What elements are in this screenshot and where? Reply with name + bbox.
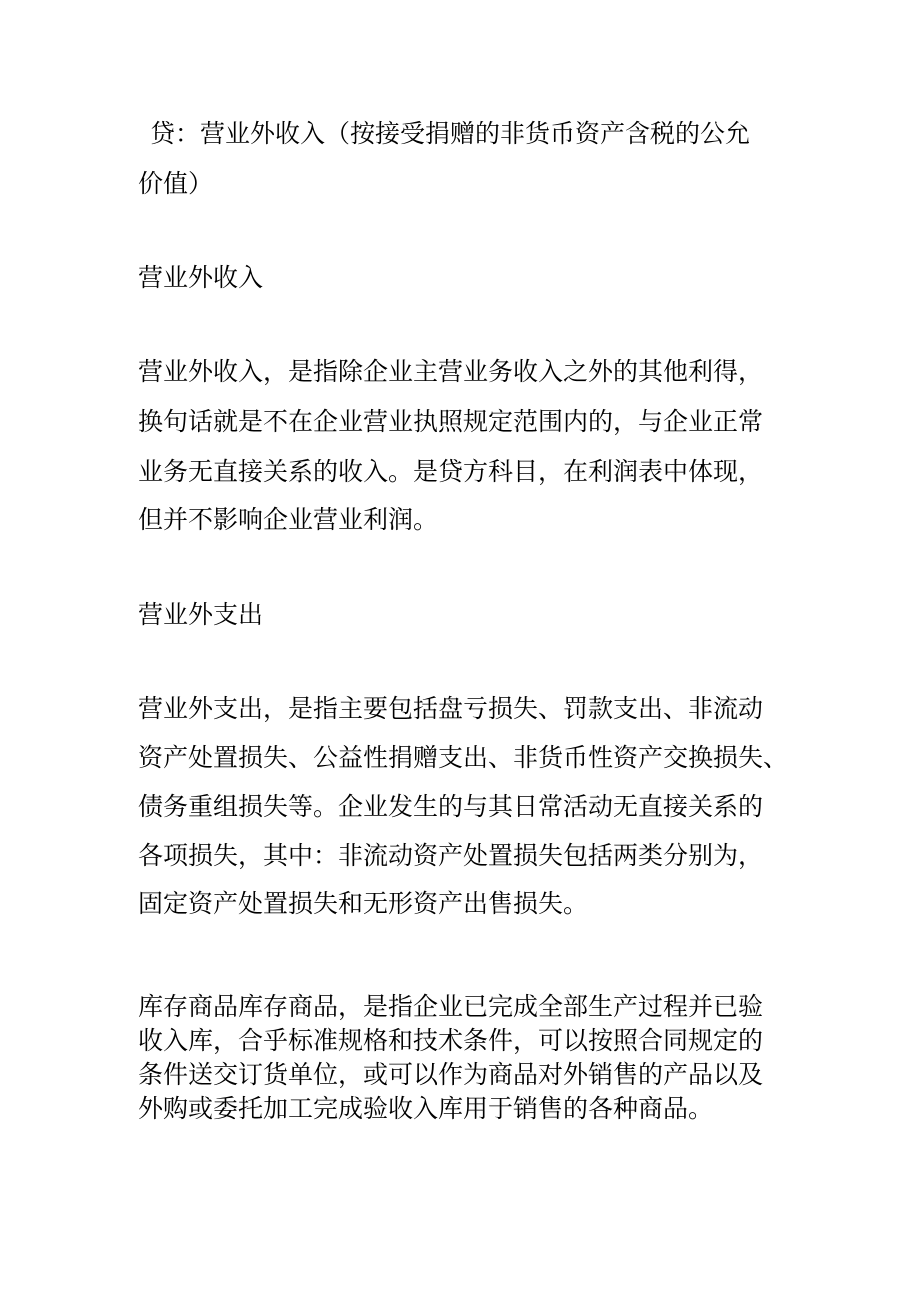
inventory-paragraph-line-4: 外购或委托加工完成验收入库用于销售的各种商品。 (138, 1094, 714, 1123)
income-paragraph-line-4: 但并不影响企业营业利润。 (138, 505, 439, 534)
expense-paragraph-line-1: 营业外支出，是指主要包括盘亏损失、罚款支出、非流动 (138, 694, 764, 723)
credit-entry-line-1: 贷：营业外收入（按接受捐赠的非货币资产含税的公允 (150, 119, 751, 148)
credit-entry-line-2: 价值） (138, 169, 214, 198)
expense-paragraph-line-2: 资产处置损失、公益性捐赠支出、非货币性资产交换损失、 (138, 743, 789, 772)
expense-paragraph-line-4: 各项损失，其中：非流动资产处置损失包括两类分别为， (138, 841, 764, 870)
income-paragraph-line-2: 换句话就是不在企业营业执照规定范围内的，与企业正常 (138, 407, 764, 436)
income-paragraph-line-3: 业务无直接关系的收入。是贷方科目，在利润表中体现， (138, 457, 764, 486)
heading-non-operating-expense: 营业外支出 (138, 600, 264, 629)
heading-non-operating-income: 营业外收入 (138, 263, 264, 292)
inventory-paragraph-line-1: 库存商品库存商品，是指企业已完成全部生产过程并已验 (138, 992, 764, 1021)
expense-paragraph-line-5: 固定资产处置损失和无形资产出售损失。 (138, 889, 589, 918)
expense-paragraph-line-3: 债务重组损失等。企业发生的与其日常活动无直接关系的 (138, 792, 764, 821)
income-paragraph-line-1: 营业外收入，是指除企业主营业务收入之外的其他利得， (138, 357, 764, 386)
inventory-paragraph-line-3: 条件送交订货单位，或可以作为商品对外销售的产品以及 (138, 1060, 764, 1089)
inventory-paragraph-line-2: 收入库，合乎标准规格和技术条件，可以按照合同规定的 (138, 1026, 764, 1055)
